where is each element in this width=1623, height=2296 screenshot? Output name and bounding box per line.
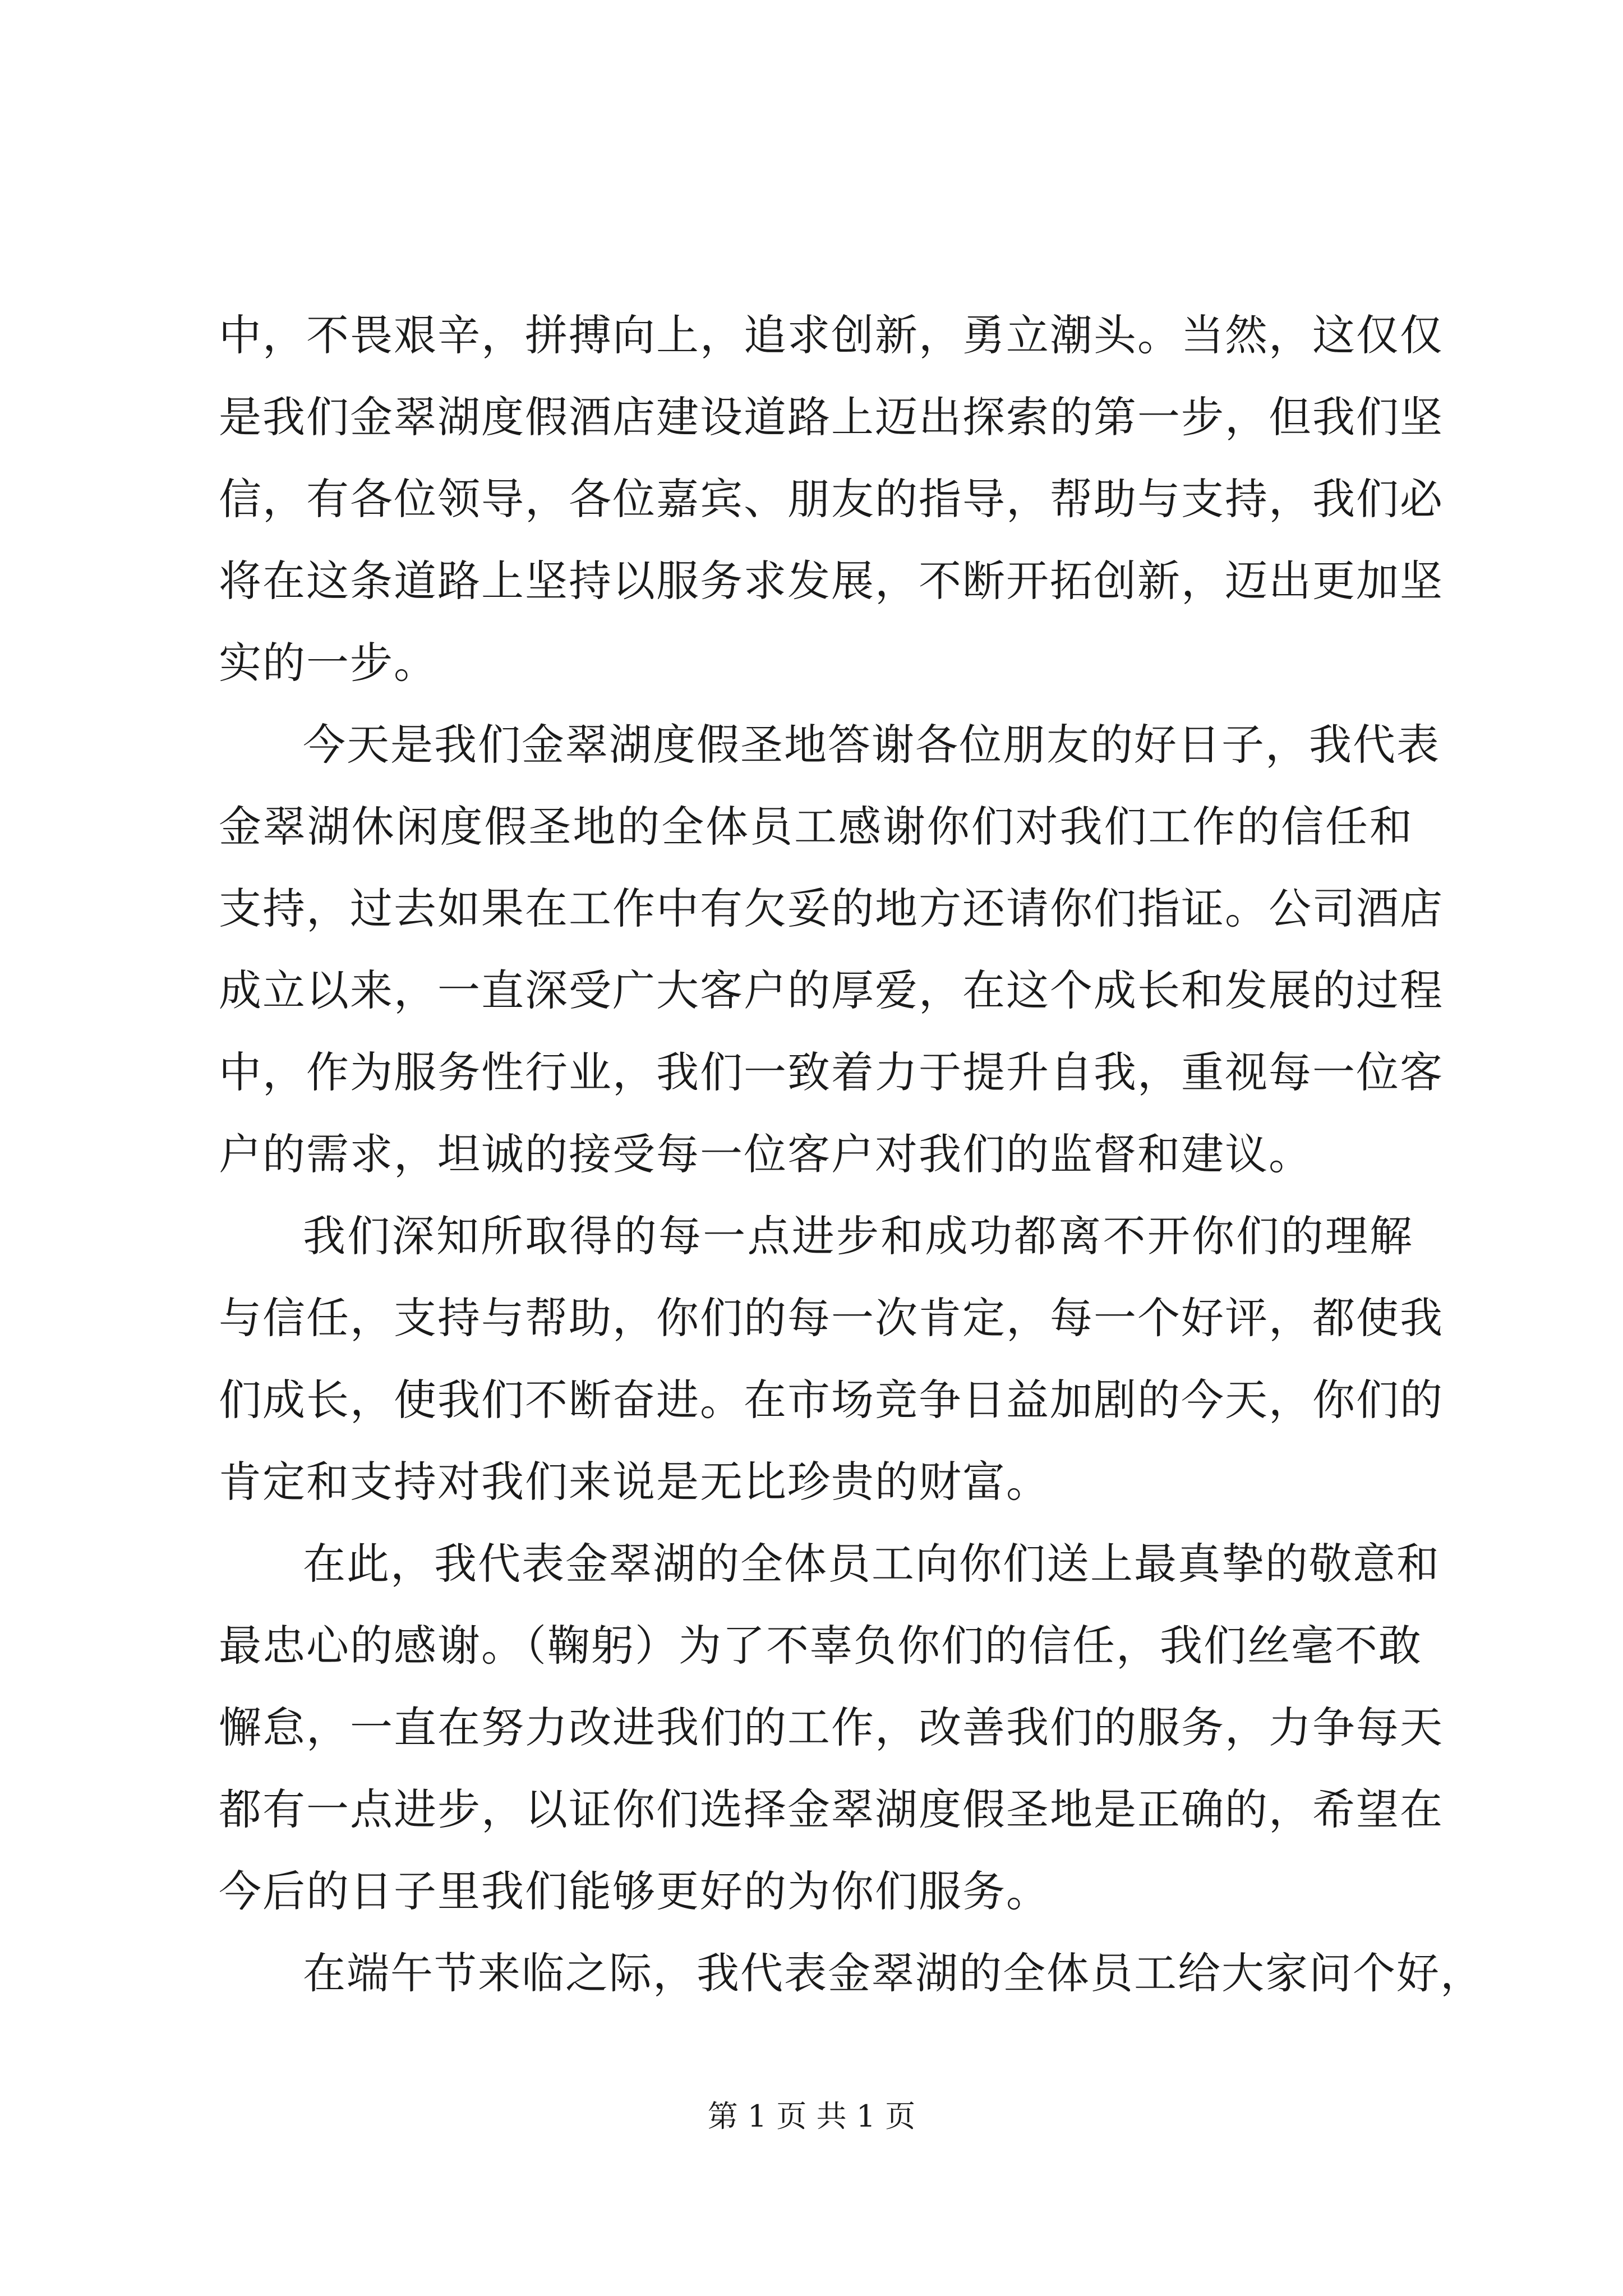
text-line: 中，作为服务性行业，我们一致着力于提升自我，重视每一位客	[219, 1047, 1444, 1097]
text-line: 是我们金翠湖度假酒店建设道路上迈出探索的第一步，但我们坚	[219, 392, 1444, 442]
text-line: 实的一步。	[219, 638, 437, 688]
text-line: 我们深知所取得的每一点进步和成功都离不开你们的理解	[303, 1211, 1413, 1261]
text-line: 中，不畏艰辛，拼搏向上，追求创新，勇立潮头。当然，这仅仅	[219, 310, 1444, 360]
text-line: 金翠湖休闲度假圣地的全体员工感谢你们对我们工作的信任和	[219, 802, 1413, 852]
text-line: 今天是我们金翠湖度假圣地答谢各位朋友的好日子，我代表	[303, 720, 1440, 770]
text-line: 在端午节来临之际，我代表金翠湖的全体员工给大家问个好，	[303, 1948, 1484, 1998]
text-line: 们成长，使我们不断奋进。在市场竞争日益加剧的今天，你们的	[219, 1375, 1444, 1425]
text-line: 最忠心的感谢。（鞠躬）为了不辜负你们的信任，我们丝毫不敢	[219, 1621, 1422, 1671]
text-line: 都有一点进步，以证你们选择金翠湖度假圣地是正确的，希望在	[219, 1784, 1444, 1834]
text-line: 成立以来，一直深受广大客户的厚爱，在这个成长和发展的过程	[219, 965, 1444, 1015]
page-number-footer: 第 1 页 共 1 页	[707, 2099, 916, 2134]
text-line: 懈怠，一直在努力改进我们的工作，改善我们的服务，力争每天	[219, 1703, 1444, 1752]
text-line: 肯定和支持对我们来说是无比珍贵的财富。	[219, 1457, 1050, 1507]
body-text	[219, 295, 1484, 2014]
text-line: 支持，过去如果在工作中有欠妥的地方还请你们指证。公司酒店	[219, 884, 1444, 933]
text-line: 今后的日子里我们能够更好的为你们服务。	[219, 1866, 1050, 1916]
text-line: 在此，我代表金翠湖的全体员工向你们送上最真挚的敬意和	[303, 1539, 1440, 1589]
text-line: 将在这条道路上坚持以服务求发展，不断开拓创新，迈出更加坚	[219, 556, 1444, 606]
text-line: 与信任，支持与帮助，你们的每一次肯定，每一个好评，都使我	[219, 1293, 1444, 1343]
text-line: 户的需求，坦诚的接受每一位客户对我们的监督和建议。	[219, 1129, 1312, 1179]
text-line: 信，有各位领导，各位嘉宾、朋友的指导，帮助与支持，我们必	[219, 474, 1444, 524]
